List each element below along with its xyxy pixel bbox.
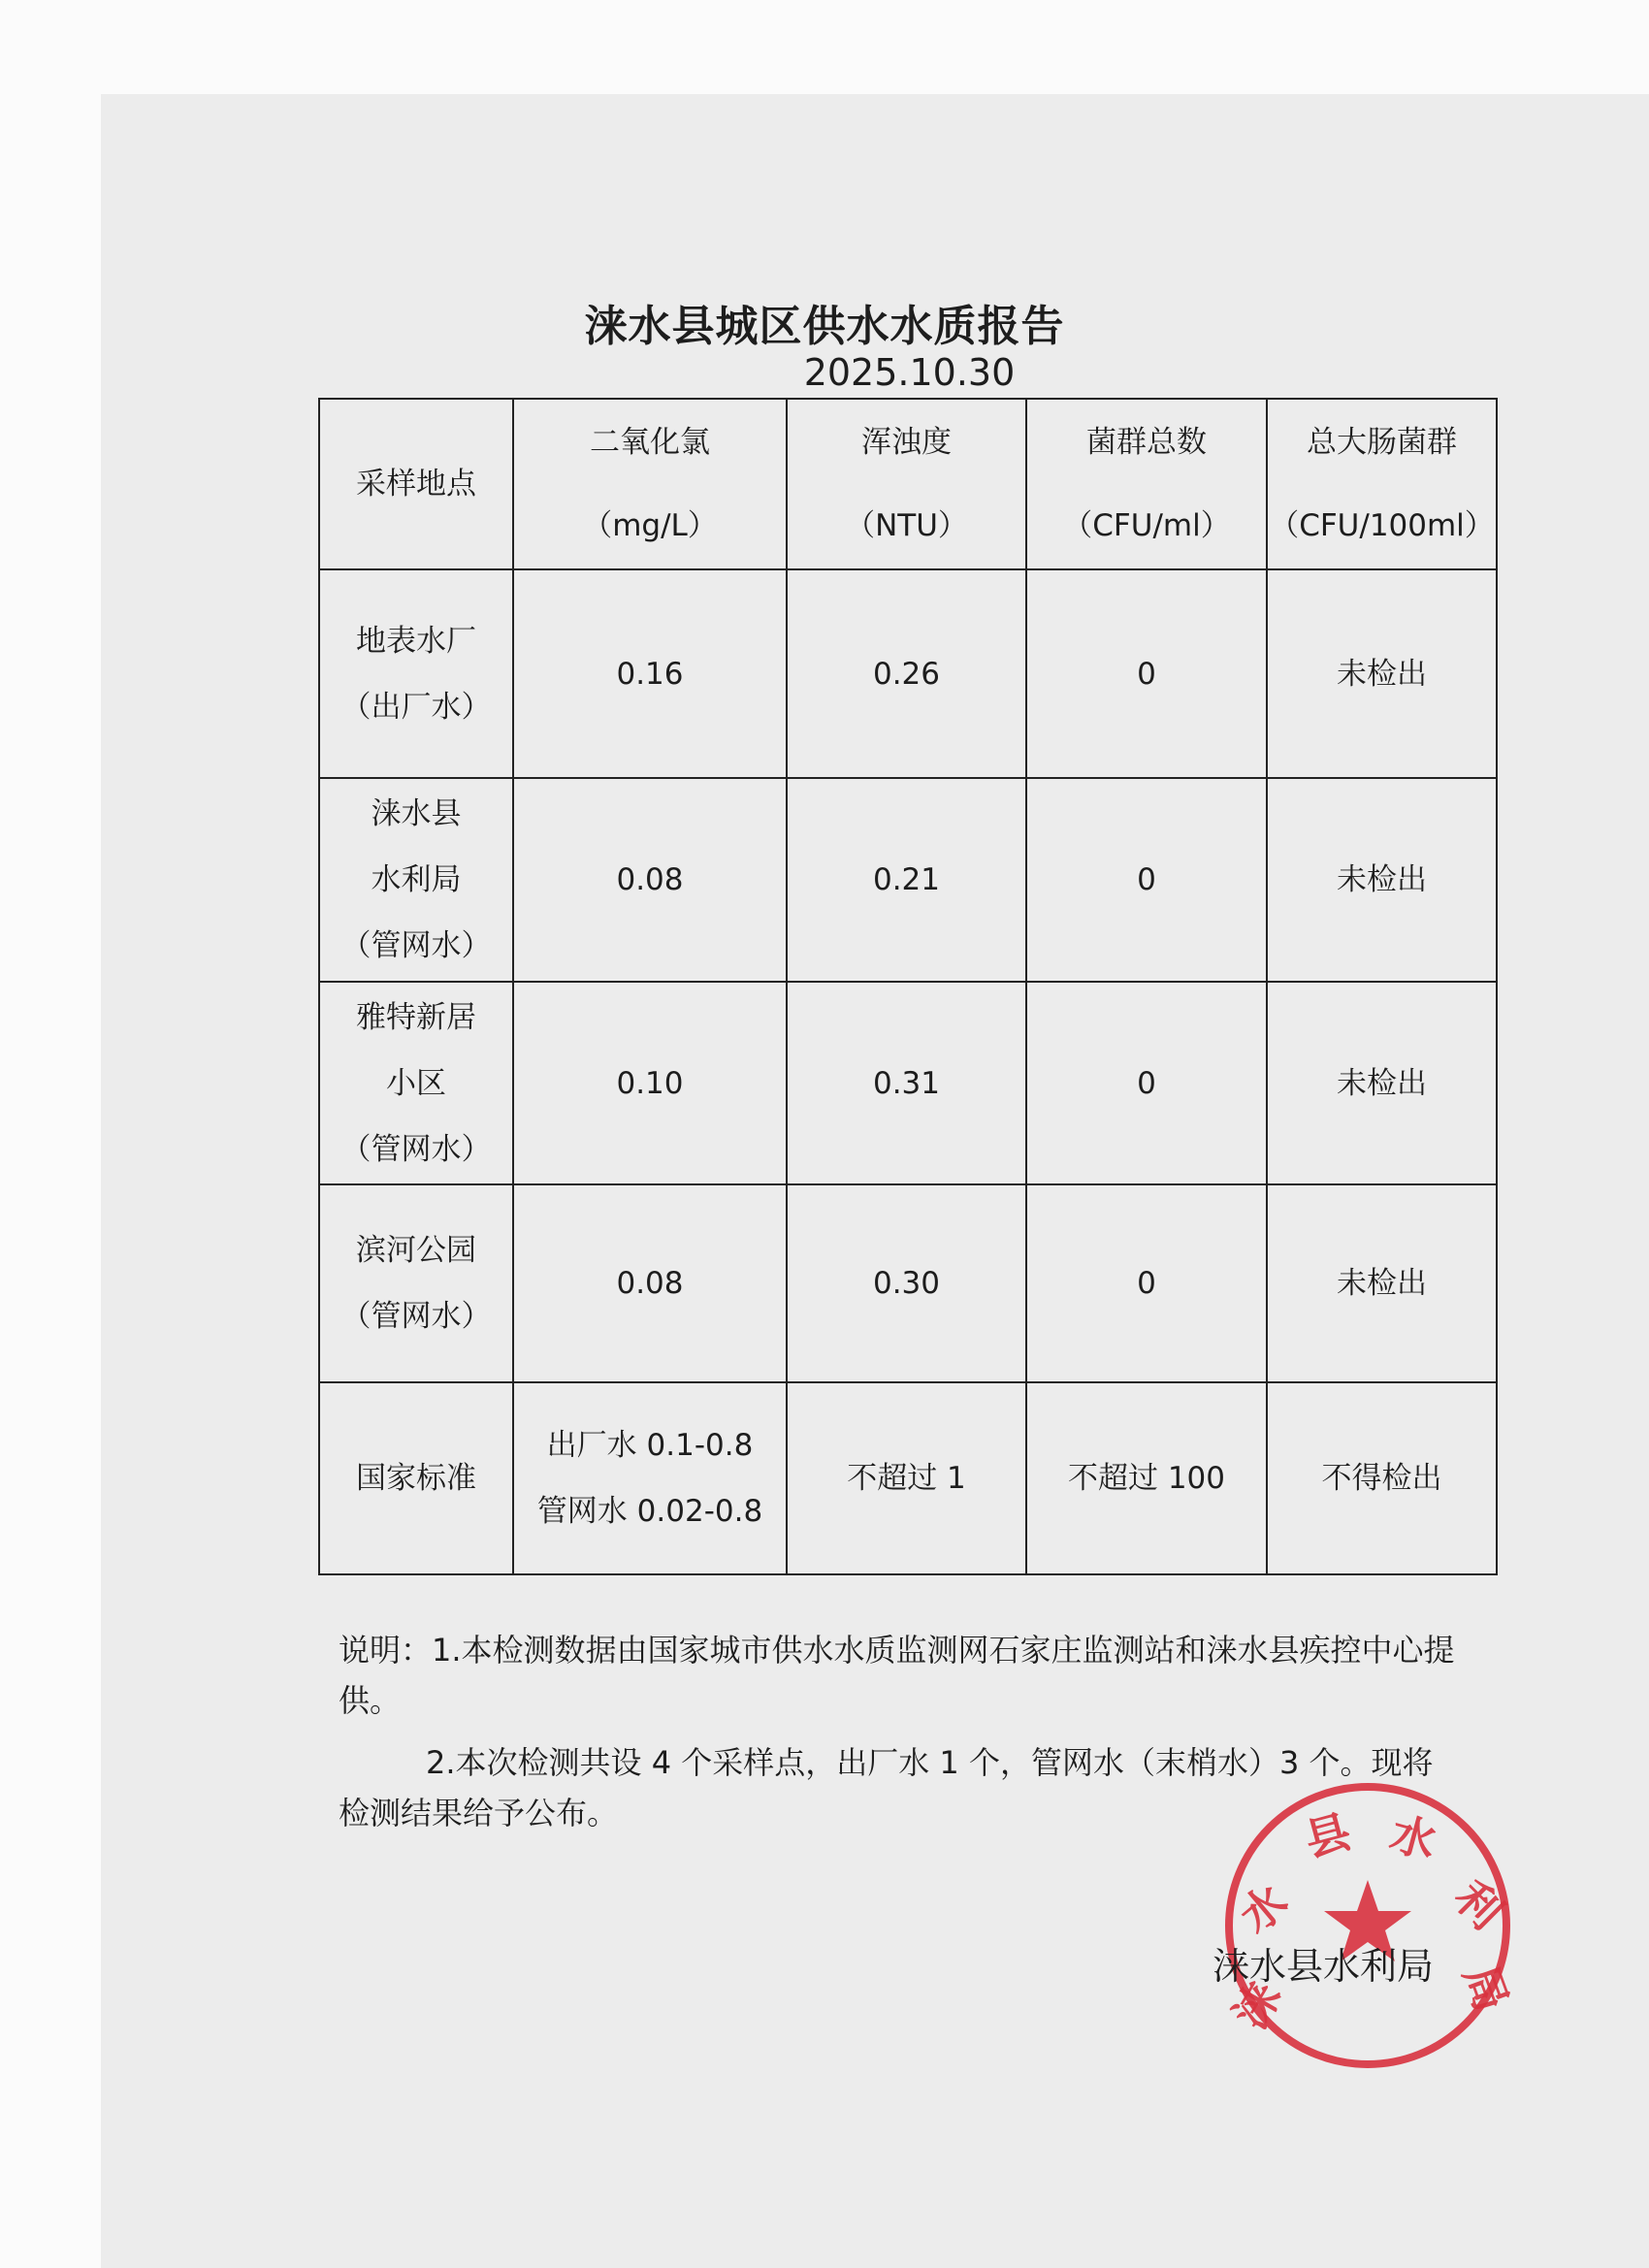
svg-text:县: 县 [1299, 1804, 1357, 1867]
chlorine-dioxide-cell: 0.08 [513, 1184, 787, 1382]
table-row [319, 982, 1497, 1184]
official-seal-stamp [1217, 1775, 1518, 2076]
standard-turbidity: 不超过 1 [787, 1382, 1026, 1574]
table-row [319, 1184, 1497, 1382]
header-chlorine-dioxide: 二氧化氯 （mg/L） [513, 399, 787, 569]
chlorine-dioxide-cell: 0.16 [513, 569, 787, 778]
standard-label: 国家标准 [319, 1382, 513, 1574]
note-2: 2.本次检测共设 4 个采样点，出厂水 1 个，管网水（末梢水）3 个。现将检测结果给予公布。 [339, 1744, 1434, 1831]
site-cell: 雅特新居 小区 （管网水） [319, 982, 513, 1184]
water-quality-table [318, 398, 1498, 1575]
turbidity-cell: 0.26 [787, 569, 1026, 778]
total-bacteria-cell: 0 [1026, 778, 1267, 982]
standard-coliform: 不得检出 [1267, 1382, 1497, 1574]
standard-row [319, 1382, 1497, 1574]
svg-text:水: 水 [1229, 1874, 1298, 1944]
turbidity-cell: 0.21 [787, 778, 1026, 982]
note-1: 说明：1.本检测数据由国家城市供水水质监测网石家庄监测站和涞水县疾控中心提供。 [339, 1632, 1455, 1719]
svg-text:水: 水 [1384, 1806, 1442, 1869]
chlorine-dioxide-cell: 0.10 [513, 982, 787, 1184]
coliform-cell: 未检出 [1267, 1184, 1497, 1382]
header-total-bacteria: 菌群总数 （CFU/ml） [1026, 399, 1267, 569]
standard-chlorine-dioxide: 出厂水 0.1-0.8 管网水 0.02-0.8 [513, 1382, 787, 1574]
total-bacteria-cell: 0 [1026, 1184, 1267, 1382]
coliform-cell: 未检出 [1267, 982, 1497, 1184]
report-date: 2025.10.30 [803, 351, 1016, 394]
chlorine-dioxide-cell: 0.08 [513, 778, 787, 982]
coliform-cell: 未检出 [1267, 569, 1497, 778]
turbidity-cell: 0.30 [787, 1184, 1026, 1382]
header-turbidity: 浑浊度 （NTU） [787, 399, 1026, 569]
report-title: 涞水县城区供水水质报告 [584, 302, 1065, 351]
site-cell: 滨河公园 （管网水） [319, 1184, 513, 1382]
svg-text:涞: 涞 [1223, 1972, 1292, 2038]
coliform-cell: 未检出 [1267, 778, 1497, 982]
total-bacteria-cell: 0 [1026, 569, 1267, 778]
header-site: 采样地点 [319, 399, 513, 569]
site-cell: 地表水厂 （出厂水） [319, 569, 513, 778]
site-cell: 涞水县 水利局 （管网水） [319, 778, 513, 982]
header-coliform: 总大肠菌群 （CFU/100ml） [1267, 399, 1497, 569]
standard-total-bacteria: 不超过 100 [1026, 1382, 1267, 1574]
table-header-row [319, 399, 1497, 569]
svg-text:利: 利 [1443, 1870, 1513, 1940]
table-row [319, 569, 1497, 778]
table-row [319, 778, 1497, 982]
svg-text:局: 局 [1453, 1958, 1518, 2019]
turbidity-cell: 0.31 [787, 982, 1026, 1184]
signature-issuer: 涞水县水利局 [1212, 1945, 1435, 1988]
total-bacteria-cell: 0 [1026, 982, 1267, 1184]
